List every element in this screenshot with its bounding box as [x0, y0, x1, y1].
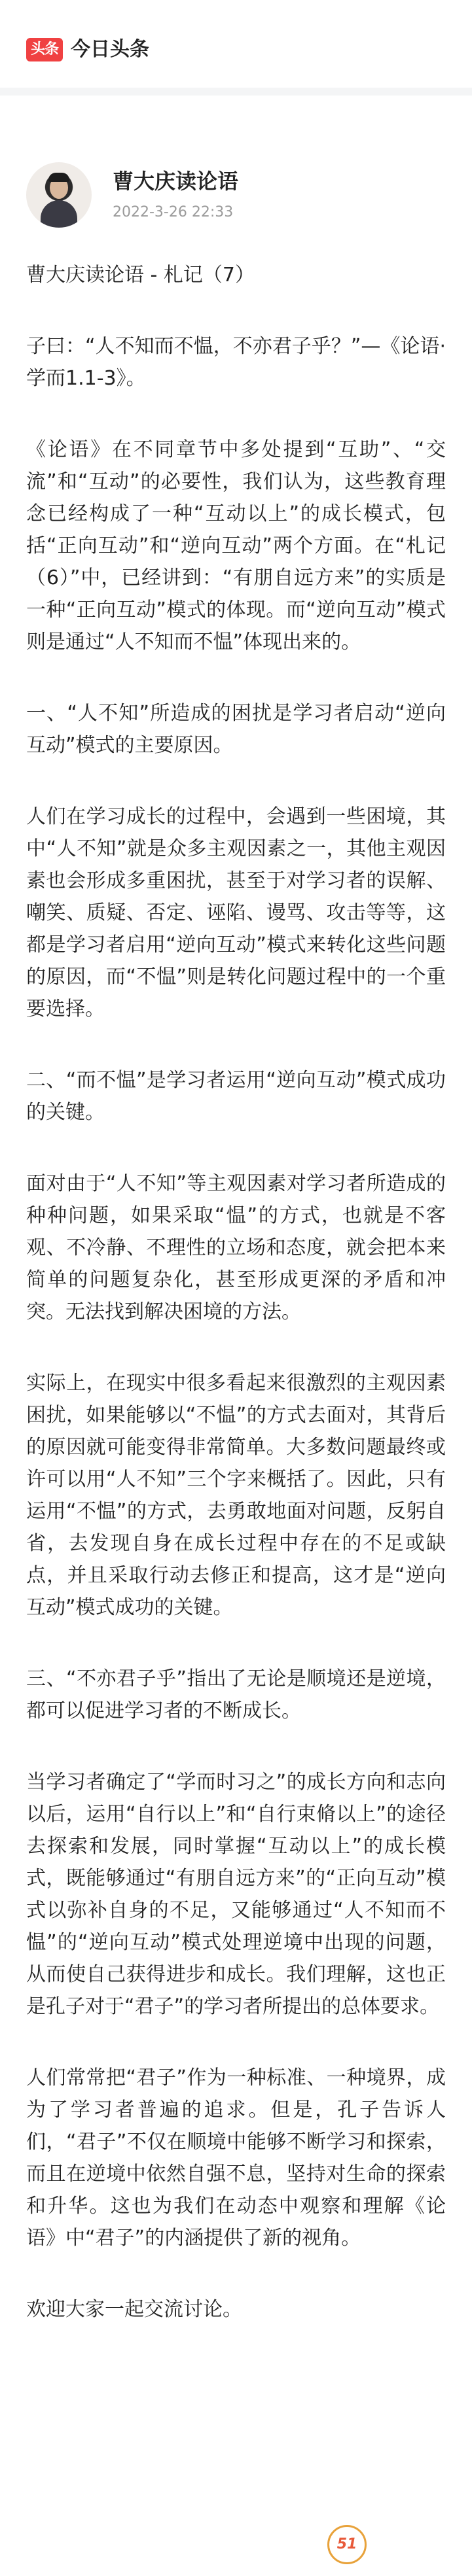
article-body [26, 259, 446, 2365]
section-heading-2: 二、“而不愠”是学习者运用“逆向互动”模式成功的关键。 [26, 1069, 446, 1124]
header-divider [0, 88, 472, 96]
section-heading-3: 三、“不亦君子乎”指出了无论是顺境还是逆境，都可以促进学习者的不断成长。 [26, 1667, 446, 1722]
author-block [26, 162, 445, 241]
watermark-logo: 51 [327, 2525, 367, 2564]
app-header [0, 0, 472, 84]
author-avatar[interactable] [26, 162, 92, 228]
section-heading-1: 一、“人不知”所造成的困扰是学习者启动“逆向互动”模式的主要原因。 [26, 702, 446, 757]
app-name[interactable]: 今日头条 [71, 38, 149, 61]
paragraph-closing: 欢迎大家一起交流讨论。 [26, 2298, 242, 2321]
paragraph-section-2b: 实际上，在现实中很多看起来很激烈的主观因素困扰，如果能够以“不愠”的方式去面对，其背后的原因就可能变得非常简单。大多数问题最终或许可以用“人不知”三个字来概括了。因此，只有运用“不愠”的方式，去勇敢地面对问题，反躬自省，去发现自身在成长过程中存在的不足或缺点，并且采取行动去修正和提高，这才是“逆向互动”模式成功的关键。 [26, 1372, 446, 1619]
publish-time: 2022-3-26 22:33 [113, 204, 234, 220]
author-name[interactable]: 曹大庆读论语 [113, 169, 239, 194]
paragraph-section-1: 人们在学习成长的过程中，会遇到一些困境，其中“人不知”就是众多主观因素之一，其他主观因素也会形成多重困扰，甚至于对学习者的误解、嘲笑、质疑、否定、诬陷、谩骂、攻击等等，这都是学习者启用“逆向互动”模式来转化这些问题的原因，而“不愠”则是转化问题过程中的一个重要选择。 [26, 805, 446, 1020]
paragraph-section-2a: 面对由于“人不知”等主观因素对学习者所造成的种种问题，如果采取“愠”的方式，也就是不客观、不冷静、不理性的立场和态度，就会把本来简单的问题复杂化，甚至形成更深的矛盾和冲突。无法找到解决困境的方法。 [26, 1172, 446, 1323]
paragraph-section-3a: 当学习者确定了“学而时习之”的成长方向和志向以后，运用“自行以上”和“自行束脩以上”的途径去探索和发展，同时掌握“互动以上”的成长模式，既能够通过“有朋自远方来”的“正向互动”模式以弥补自身的不足，又能够通过“人不知而不愠”的“逆向互动”模式处理逆境中出现的问题，从而使自己获得进步和成长。我们理解，这也正是孔子对于“君子”的学习者所提出的总体要求。 [26, 1771, 446, 2018]
brand-logo-badge[interactable]: 头条 [26, 38, 63, 61]
paragraph-intro: 《论语》在不同章节中多处提到“互助”、“交流”和“互动”的必要性，我们认为，这些教育理念已经构成了一种“互动以上”的成长模式，包括“正向互动”和“逆向互动”两个方面。在“札记（6）”中，已经讲到：“有朋自远方来”的实质是一种“正向互动”模式的体现。而“逆向互动”模式则是通过“人不知而不愠”体现出来的。 [26, 438, 446, 653]
paragraph-quote: 子曰：“人不知而不愠，不亦君子乎？”—《论语·学而1.1-3》。 [26, 335, 446, 390]
paragraph-section-3b: 人们常常把“君子”作为一种标准、一种境界，成为了学习者普遍的追求。但是，孔子告诉人们，“君子”不仅在顺境中能够不断学习和探索，而且在逆境中依然自强不息，坚持对生命的探索和升华。这也为我们在动态中观察和理解《论语》中“君子”的内涵提供了新的视角。 [26, 2066, 446, 2250]
article-title: 曹大庆读论语 - 札记（7） [26, 264, 255, 287]
